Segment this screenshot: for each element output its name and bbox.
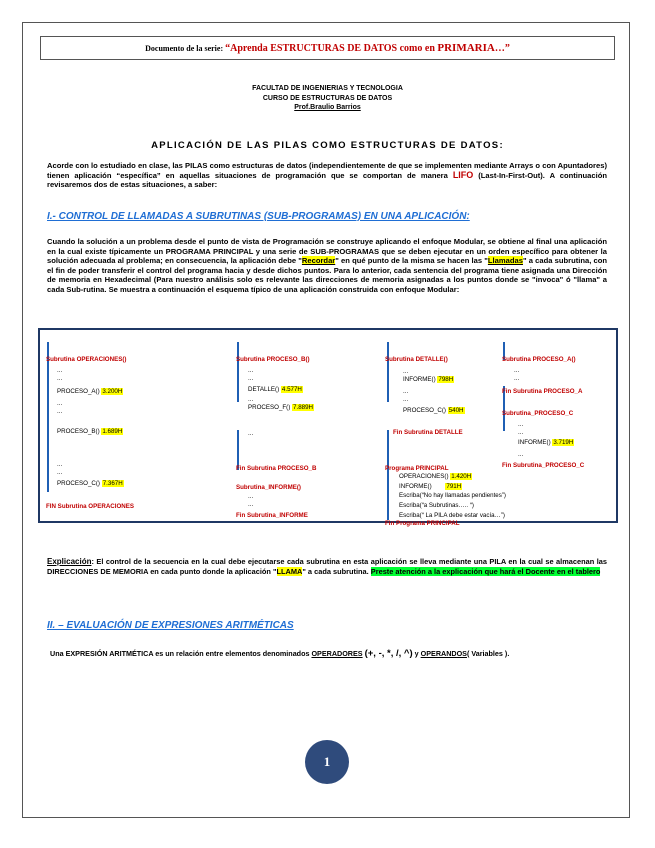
memory-address: 1.689H: [102, 428, 123, 435]
professor-name: Prof.Braulio Barrios: [294, 104, 361, 111]
scheme-end: Fin Subrutina_INFORME: [236, 512, 308, 519]
scheme-call: PROCESO_F() 7.889H: [248, 404, 313, 411]
scheme-end: Fin Subrutina_PROCESO_C: [502, 462, 585, 469]
scheme-heading: Subrutina_INFORME(): [236, 484, 301, 491]
section-2-heading: II. – EVALUACIÓN DE EXPRESIONES ARITMÉTICAS: [47, 620, 294, 631]
scheme-end: Fin Subrutina DETALLE: [393, 429, 463, 436]
scheme-dots: ...: [403, 388, 409, 395]
series-prefix: Documento de la serie:: [145, 44, 224, 53]
scheme-end: Fin Programa PRINCIPAL: [385, 520, 460, 527]
memory-address: 1.420H: [451, 473, 472, 480]
explanation-label: Explicación: [47, 557, 92, 566]
series-title: “Aprenda ESTRUCTURAS DE DATOS como en PRIMARIA…”: [225, 42, 510, 54]
scheme-dots: ...: [514, 375, 520, 382]
page-title: APLICACIÓN DE LAS PILAS COMO ESTRUCTURAS DE DATOS:: [151, 140, 504, 151]
faculty-name: FACULTAD DE INGENIERIAS Y TECNOLOGIA: [252, 85, 403, 92]
scheme-call: INFORME() 791H: [399, 483, 462, 490]
memory-address: 3.200H: [102, 388, 123, 395]
section-2-paragraph: Una EXPRESIÓN ARITMÉTICA es un relación entre elementos denominados OPERADORES (+, -, *, /, ^) y OPERANDOS( Variables ).: [50, 648, 510, 659]
operandos-term: OPERANDOS: [420, 649, 467, 658]
scheme-heading: Subrutina PROCESO_B(): [236, 356, 310, 363]
section-1-paragraph: Cuando la solución a un problema desde el punto de vista de Programación se construye aplicando el enfoque Modular, se obtiene al final una aplicación en la cual existe típicamente un PROGRAMA PRINCIPAL y una serie de SUB-PROGRAMAS que se deben ejecutar en un orden específico para obtener la solución adecuada al problema; en consecuencia, la aplicación debe "Recordar" en qué punto de la misma se hacen las "Llamadas" a cada subrutina, con el fin de poder transferir el control del programa hacia y desde dichos puntos. Para lo anterior, cada sentencia del programa tiene asignada una Dirección de memoria en Hexadecimal (Para nuestro análisis solo es relevante las direcciones de memoria asignadas a los puntos donde se "invoca" ó "llama" a cada Sub-rutina. Se muestra a continuación el esquema típico de una aplicación construida con enfoque Modular:: [47, 237, 608, 294]
llama-term: LLAMA: [276, 567, 303, 576]
scheme-heading: Subrutina_PROCESO_C: [502, 410, 574, 417]
scheme-write: Escriba(“ La PILA debe estar vacía…”): [399, 512, 505, 519]
scheme-dots: ...: [403, 368, 409, 375]
scheme-end: FIN Subrutina OPERACIONES: [46, 503, 135, 510]
scheme-line: [387, 430, 389, 520]
scheme-call: PROCESO_C() 540H: [403, 407, 464, 414]
memory-address: 540H: [448, 407, 464, 414]
scheme-call: OPERACIONES() 1.420H: [399, 473, 472, 480]
scheme-call: PROCESO_A() 3.200H: [57, 388, 123, 395]
scheme-dots: ...: [518, 421, 524, 428]
scheme-dots: ...: [518, 451, 524, 458]
section-1-heading: I.- CONTROL DE LLAMADAS A SUBRUTINAS (SUB-PROGRAMAS) EN UNA APLICACIÓN:: [47, 211, 470, 222]
lifo-term: LIFO: [452, 169, 474, 180]
scheme-write: Escriba(“a Subrutinas….. “): [399, 502, 474, 509]
series-header: [40, 36, 615, 60]
teacher-note: Preste atención a la explicación que hará el Docente en el tablero: [370, 567, 601, 576]
scheme-call: DETALLE() 4.577H: [248, 386, 302, 393]
operator-symbols: (+, -, *, /, ^): [364, 648, 413, 659]
operadores-term: OPERADORES: [311, 649, 363, 658]
memory-address: 7.889H: [293, 404, 313, 411]
memory-address: 3.719H: [553, 439, 574, 446]
scheme-dots: ...: [57, 469, 63, 476]
explanation-paragraph: Explicación: El control de la secuencia en la cual debe ejecutarse cada subrutina en esta aplicación se lleva mediante una PILA en la cual se almacenan las DIRECCIONES DE MEMORIA en cada punto donde la aplicación "LLAMA" a cada subrutina. Preste atención a la explicación que hará el Docente en el tablero: [47, 557, 607, 576]
scheme-dots: ...: [518, 429, 524, 436]
scheme-call: INFORME() 798H: [403, 376, 454, 383]
scheme-call: PROCESO_B() 1.689H: [57, 428, 123, 435]
course-name: CURSO DE ESTRUCTURAS DE DATOS: [262, 95, 393, 102]
scheme-line: [237, 430, 239, 470]
memory-address: 791H: [446, 483, 462, 490]
scheme-dots: ...: [57, 367, 63, 374]
scheme-dots: ...: [57, 461, 63, 468]
intro-paragraph: Acorde con lo estudiado en clase, las PILAS como estructuras de datos (independientemente de que se implementen mediante Arrays o con Apuntadores) tienen aplicación “específica” en aquellas situaciones de programación que se comportan de manera LIFO (Last-In-First-Out). A continuación revisaremos dos de estas situaciones, a saber:: [47, 161, 607, 190]
scheme-heading: Subrutina OPERACIONES(): [46, 356, 127, 363]
scheme-line: [237, 342, 239, 402]
scheme-dots: ...: [248, 396, 254, 403]
scheme-dots: ...: [248, 375, 254, 382]
scheme-write: Escriba(“No hay llamadas pendientes”): [399, 492, 506, 499]
scheme-heading: Subrutina DETALLE(): [385, 356, 448, 363]
scheme-dots: ...: [514, 367, 520, 374]
llamadas-term: Llamadas: [487, 256, 523, 266]
scheme-dots: ...: [248, 493, 254, 500]
page-number: 1: [305, 740, 349, 784]
scheme-heading: Programa PRINCIPAL: [385, 465, 449, 472]
scheme-call: INFORME() 3.719H: [518, 439, 574, 446]
scheme-line: [47, 342, 49, 492]
scheme-dots: ...: [57, 375, 63, 382]
scheme-end: Fin Subrutina PROCESO_A: [502, 388, 583, 395]
modular-scheme: [38, 328, 618, 527]
scheme-dots: ...: [57, 408, 63, 415]
scheme-line: [387, 342, 389, 402]
scheme-end: Fin Subrutina PROCESO_B: [236, 465, 317, 472]
scheme-dots: ...: [403, 396, 409, 403]
memory-address: 7.367H: [102, 480, 123, 487]
scheme-dots: ...: [248, 430, 254, 437]
scheme-dots: ...: [248, 501, 254, 508]
scheme-call: PROCESO_C() 7.367H: [57, 480, 123, 487]
recordar-term: Recordar: [301, 256, 336, 266]
scheme-dots: ...: [248, 367, 254, 374]
scheme-dots: ...: [57, 400, 63, 407]
memory-address: 4.577H: [281, 386, 302, 393]
memory-address: 798H: [438, 376, 454, 383]
scheme-heading: Subrutina PROCESO_A(): [502, 356, 576, 363]
